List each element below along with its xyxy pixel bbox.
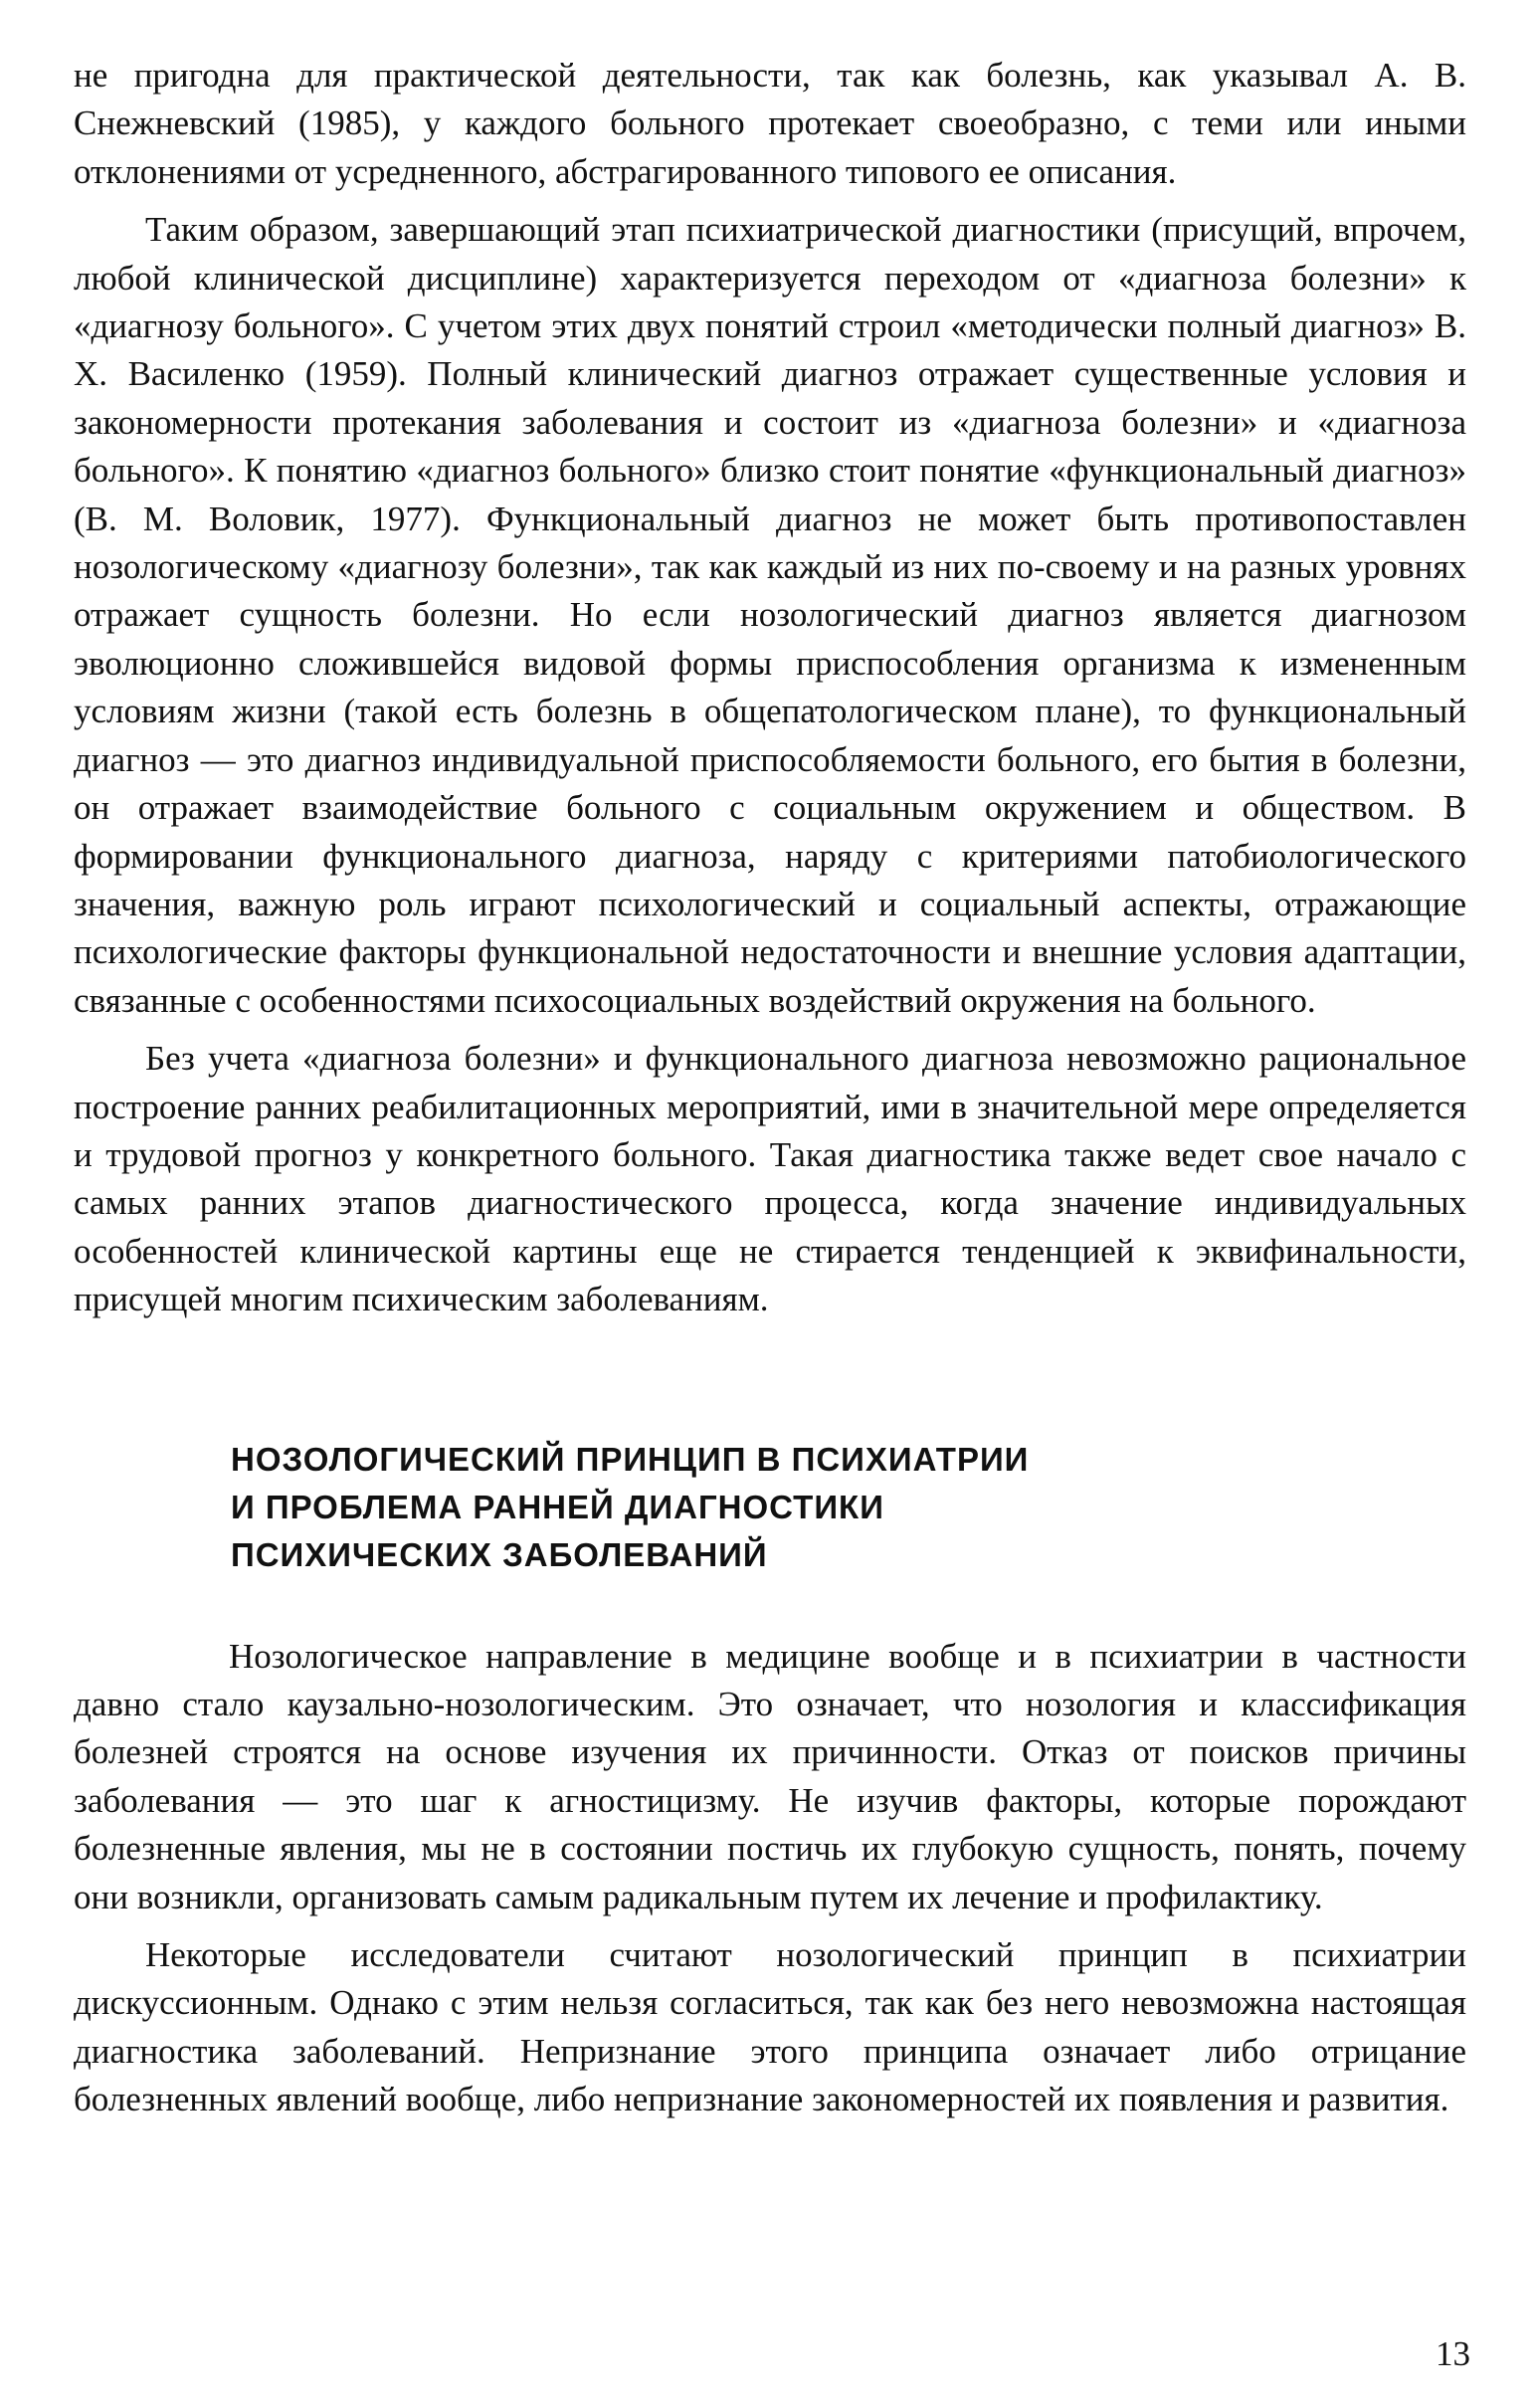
section-heading (74, 1436, 1466, 1579)
page-content (74, 52, 1466, 2124)
heading-line-3: ПСИХИЧЕСКИХ ЗАБОЛЕВАНИЙ (231, 1535, 768, 1573)
heading-line-1: НОЗОЛОГИЧЕСКИЙ ПРИНЦИП В ПСИХИАТРИИ (231, 1440, 1030, 1478)
heading-line-2: И ПРОБЛЕМА РАННЕЙ ДИАГНОСТИКИ (231, 1488, 884, 1525)
paragraph-nosological-principle: Некоторые исследователи считают нозологический принцип в психиатрии дискуссионным. Однако с этим нельзя согласиться, так как без него невозможна настоящая диагностика заболеваний. Непризнание этого принципа означает либо отрицание болезненных явлений вообще, либо непризнание закономерностей их появления и развития. (74, 1935, 1466, 2119)
paragraph-nosological-direction: Нозологическое направление в медицине вообще и в психиатрии в частности давно стало каузально-нозологическим. Это означает, что нозология и классификация болезней строятся на основе изучения их причинности. Отказ от поисков причины заболевания — это шаг к агностицизму. Не изучив факторы, которые порождают болезненные явления, мы не в состоянии постичь их глубокую сущность, понять, почему они возникли, организовать самым радикальным путем их лечение и профилактику. (74, 1636, 1466, 1916)
paragraph-functional-diagnosis: Без учета «диагноза болезни» и функционального диагноза невозможно рациональное построение ранних реабилитационных мероприятий, ими в значительной мере определяется и трудовой прогноз у конкретного больного. Такая диагностика также ведет свое начало с самых ранних этапов диагностического процесса, когда значение индивидуальных особенностей клинической картины еще не стирается тенденцией к эквифинальности, присущей многим психическим заболеваниям. (74, 1039, 1466, 1319)
paragraph-diagnosis-stage: Таким образом, завершающий этап психиатрической диагностики (присущий, впрочем, любой клинической дисциплине) характеризуется переходом от «диагноза болезни» к «диагнозу больного». С учетом этих двух понятий строил «методически полный диагноз» В. Х. Василенко (1959). Полный клинический диагноз отражает существенные условия и закономерности протекания заболевания и состоит из «диагноза болезни» и «диагноза больного». К понятию «диагноз больного» близко стоит понятие «функциональный диагноз» (В. М. Воловик, 1977). Функциональный диагноз не может быть противопоставлен нозологическому «диагнозу болезни», так как каждый из них по-своему и на разных уровнях отражает сущность болезни. Но если нозологический диагноз является диагнозом эволюционно сложившейся видовой формы приспособления организма к измененным условиям жизни (такой есть болезнь в общепатологическом плане), то функциональный диагноз — это диагноз индивидуальной приспособляемости больного, его бытия в болезни, он отражает взаимодействие больного с социальным окружением и обществом. В формировании функционального диагноза, наряду с критериями патобиологического значения, важную роль играют психологический и социальный аспекты, отражающие психологические факторы функциональной недостаточности и внешние условия адаптации, связанные с особенностями психосоциальных воздействий окружения на больного. (74, 210, 1466, 1020)
paragraph-continuation: не пригодна для практической деятельности, так как болезнь, как указывал А. В. Снежневский (1985), у каждого больного протекает своеобразно, с теми или иными отклонениями от усредненного, абстрагированного типового ее описания. (74, 56, 1466, 191)
page-number: 13 (1436, 2334, 1470, 2373)
